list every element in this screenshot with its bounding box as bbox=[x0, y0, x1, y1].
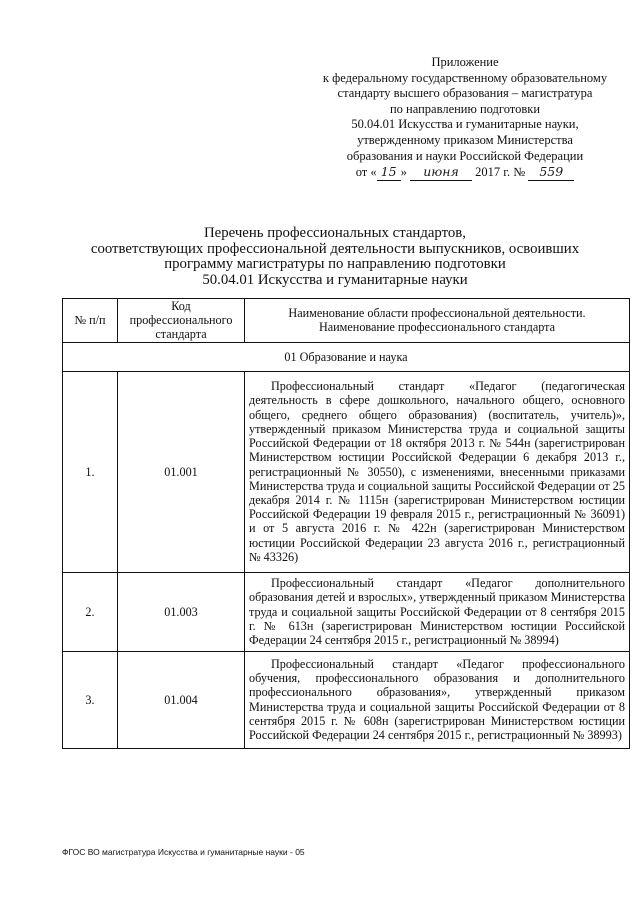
table-row bbox=[63, 371, 630, 572]
appendix-date-line bbox=[300, 164, 630, 181]
row-text: Профессиональный стандарт «Педагог дополнительного образования детей и взрослых», утвержденный приказом Министерства труда и социальной защиты Российской Федерации от 8 сентября 2015 г. № 613н (зарегистрирован Министерством юстиции Российской Федерации 24 сентября 2015 г., регистрационный № 38994) bbox=[249, 576, 625, 647]
section-label: 01 Образование и наука bbox=[63, 342, 630, 371]
row-num: 1. bbox=[63, 371, 118, 572]
table-row bbox=[63, 651, 630, 748]
appendix-line: по направлению подготовки bbox=[389, 101, 541, 116]
row-text: Профессиональный стандарт «Педагог (педагогическая деятельность в сфере дошкольного, начального общего, основного общего, среднего общего образования) (воспитатель, учитель)», утвержденный приказом Министерства труда и социальной защиты Российской Федерации от 18 октября 2013 г. № 544н (зарегистрирован Министерством юстиции Российской Федерации 6 декабря 2013 г., регистрационный № 30550), с изменениями, внесенными приказами Министерства труда и социальной защиты Российской Федерации от 25 декабря 2014 г. № 1115н (зарегистрирован Министерством юстиции Российской Федерации 19 февраля 2015 г., регистрационный № 36091) и от 5 августа 2016 г. № 422н (зарегистрирован Министерством юстиции Российской Федерации 23 августа 2016 г., регистрационный № 43326) bbox=[249, 379, 625, 564]
row-text-cell bbox=[245, 371, 630, 572]
row-code: 01.004 bbox=[118, 651, 245, 748]
table-row bbox=[63, 572, 630, 651]
row-num: 3. bbox=[63, 651, 118, 748]
row-text-cell bbox=[245, 572, 630, 651]
row-code: 01.003 bbox=[118, 572, 245, 651]
title-line: Перечень профессиональных стандартов, bbox=[204, 225, 466, 241]
date-mid: » bbox=[400, 165, 407, 180]
appendix-line: стандарту высшего образования – магистратура bbox=[337, 86, 593, 101]
table-section-row bbox=[63, 342, 630, 371]
date-day: 15 bbox=[377, 164, 401, 181]
appendix-line: утвержденному приказом Министерства bbox=[357, 132, 573, 147]
appendix-line: 50.04.01 Искусства и гуманитарные науки, bbox=[351, 117, 579, 132]
row-text: Профессиональный стандарт «Педагог профессионального обучения, профессионального образования и дополнительного профессионального образования», утвержденный приказом Министерства труда и социальной защиты Российской Федерации от 8 сентября 2015 г. № 608н (зарегистрирован Министерством юстиции Российской Федерации 24 сентября 2015 г., регистрационный № 38993) bbox=[249, 657, 625, 743]
header-code: Код профессионального стандарта bbox=[118, 299, 245, 343]
title-line: соответствующих профессиональной деятельности выпускников, освоивших bbox=[90, 240, 580, 257]
row-num: 2. bbox=[63, 572, 118, 651]
date-year: 2017 г. № bbox=[475, 165, 526, 180]
standards-table bbox=[62, 298, 630, 749]
row-text-cell bbox=[245, 651, 630, 748]
appendix-line: к федеральному государственному образовательному bbox=[322, 70, 608, 85]
header-name: Наименование области профессиональной деятельности. Наименование профессионального стандарта bbox=[245, 299, 630, 343]
date-prefix: от « bbox=[355, 165, 377, 180]
appendix-block bbox=[300, 55, 630, 181]
title-line: 50.04.01 Искусства и гуманитарные науки bbox=[202, 272, 468, 289]
row-code: 01.001 bbox=[118, 371, 245, 572]
header-num: № п/п bbox=[63, 299, 118, 343]
page-footer: ФГОС ВО магистратура Искусства и гуманитарные науки - 05 bbox=[62, 847, 305, 857]
appendix-line: образования и науки Российской Федерации bbox=[346, 148, 584, 163]
table-header-row bbox=[63, 299, 630, 343]
appendix-line: Приложение bbox=[431, 55, 499, 69]
order-number: 559 bbox=[528, 164, 574, 181]
date-month: июня bbox=[410, 164, 472, 181]
document-title bbox=[40, 226, 630, 289]
title-line: программу магистратуры по направлению подготовки bbox=[164, 256, 506, 273]
